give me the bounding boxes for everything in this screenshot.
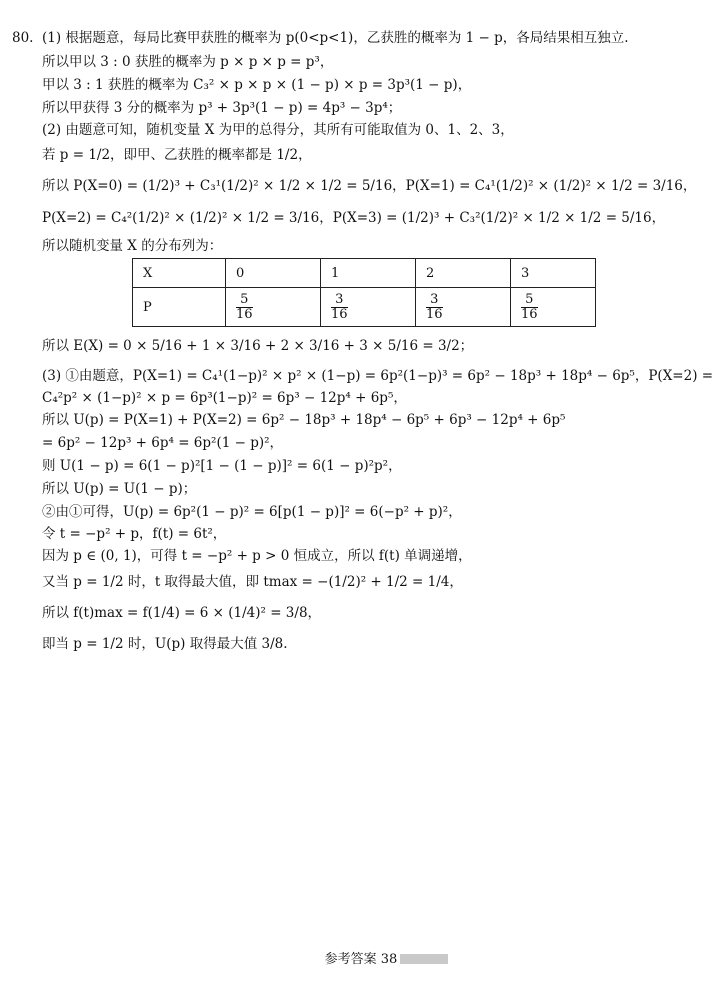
table-cell: 0 (226, 259, 321, 288)
solution-line: 即当 p = 1/2 时，U(p) 取得最大值 3/8. (42, 636, 288, 652)
solution-line: (3) ①由题意，P(X=1) = C₄¹(1−p)² × p² × (1−p) = 6p²(1−p)³ = 6p² − 18p³ + 18p⁴ − 6p⁵，P(X=2) = (42, 368, 714, 384)
table-cell (321, 288, 416, 327)
obscured-mark (400, 954, 448, 964)
page-footer: 参考答案 38 (324, 952, 398, 967)
fraction: $\frac{3}{16}$ (426, 291, 443, 322)
solution-line: 因为 p ∈ (0, 1)，可得 t = −p² + p > 0 恒成立，所以 f(t) 单调递增， (42, 548, 472, 564)
solution-line: 所以甲以 3 : 0 获胜的概率为 p × p × p = p³， (42, 54, 334, 70)
solution-line: ②由①可得，U(p) = 6p²(1 − p)² = 6[p(1 − p)]² = 6(−p² + p)²， (42, 504, 462, 520)
table-row (133, 259, 596, 288)
table-cell: X (133, 259, 226, 288)
solution-line: 所以 P(X=0) = (1/2)³ + C₃¹(1/2)² × 1/2 × 1/2 = 5/16，P(X=1) = C₄¹(1/2)² × (1/2)² × 1/2 = 3/16， (42, 178, 697, 194)
solution-line: 所以甲获得 3 分的概率为 p³ + 3p³(1 − p) = 4p³ − 3p⁴； (42, 100, 402, 116)
solution-line: = 6p² − 12p³ + 6p⁴ = 6p²(1 − p)²， (42, 435, 284, 451)
table-row (133, 288, 596, 327)
table-cell: 2 (416, 259, 511, 288)
table-cell: 1 (321, 259, 416, 288)
solution-line: 所以随机变量 X 的分布列为： (42, 238, 223, 254)
solution-line: 令 t = −p² + p，f(t) = 6t²， (42, 526, 227, 542)
distribution-table (132, 258, 596, 327)
table-cell: 3 (511, 259, 596, 288)
solution-line: 若 p = 1/2，即甲、乙获胜的概率都是 1/2， (42, 147, 312, 163)
table-cell (511, 288, 596, 327)
solution-line: 又当 p = 1/2 时，t 取得最大值，即 tmax = −(1/2)² + 1/2 = 1/4， (42, 574, 463, 590)
solution-line: 所以 f(t)max = f(1/4) = 6 × (1/4)² = 3/8， (42, 605, 322, 621)
solution-line: C₄²p² × (1−p)² × p = 6p³(1−p)² = 6p³ − 12p⁴ + 6p⁵， (42, 390, 407, 406)
table-cell (226, 288, 321, 327)
solution-line: (1) 根据题意，每局比赛甲获胜的概率为 p(0<p<1)，乙获胜的概率为 1 − p，各局结果相互独立. (42, 30, 629, 46)
fraction: $\frac{3}{16}$ (331, 291, 348, 322)
solution-line: 所以 U(p) = U(1 − p)； (42, 481, 197, 497)
fraction: $\frac{5}{16}$ (236, 291, 253, 322)
solution-line: 所以 U(p) = P(X=1) + P(X=2) = 6p² − 18p³ + 18p⁴ − 6p⁵ + 6p³ − 12p⁴ + 6p⁵ (42, 412, 566, 428)
fraction: $\frac{5}{16}$ (521, 291, 538, 322)
solution-line: 所以 E(X) = 0 × 5/16 + 1 × 3/16 + 2 × 3/16 + 3 × 5/16 = 3/2； (42, 338, 474, 354)
table-cell: P (133, 288, 226, 327)
problem-number: 80. (12, 30, 34, 46)
solution-line: P(X=2) = C₄²(1/2)² × (1/2)² × 1/2 = 3/16，P(X=3) = (1/2)³ + C₃²(1/2)² × 1/2 × 1/2 = 5/16， (42, 210, 666, 226)
solution-line: 甲以 3 : 1 获胜的概率为 C₃² × p × p × (1 − p) × p = 3p³(1 − p)， (42, 77, 472, 93)
solution-line: 则 U(1 − p) = 6(1 − p)²[1 − (1 − p)]² = 6(1 − p)²p²， (42, 458, 402, 474)
solution-line: (2) 由题意可知，随机变量 X 为甲的总得分，其所有可能取值为 0、1、2、3， (42, 122, 514, 138)
table-cell (416, 288, 511, 327)
